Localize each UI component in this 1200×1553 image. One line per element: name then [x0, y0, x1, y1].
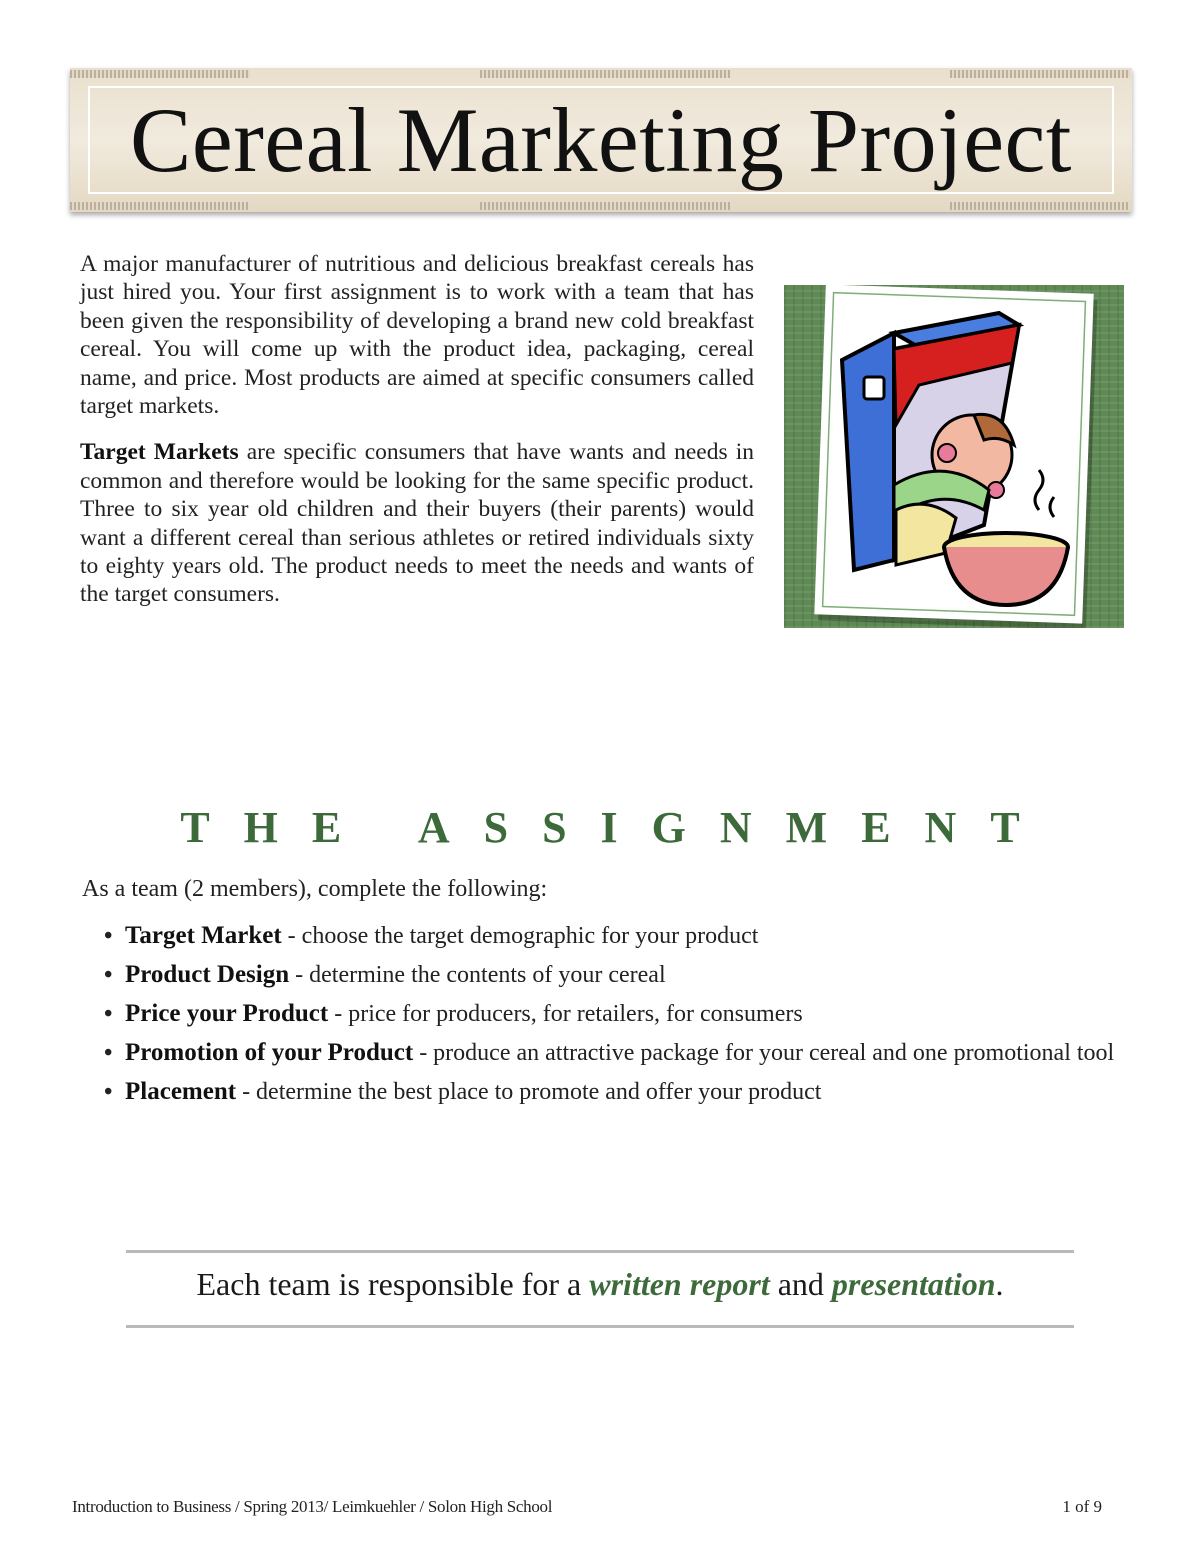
list-item	[104, 1000, 1116, 1028]
task-list	[104, 922, 1116, 1117]
page-number: 1 of 9	[1062, 1497, 1102, 1516]
task-term: Target Market	[125, 922, 282, 949]
task-term: Placement	[125, 1078, 237, 1105]
intro-paragraph: A major manufacturer of nutritious and delicious breakfast cereals has just hired you. Your first assignment is to work with a team that has been given the responsibility of developing a brand new cold breakfast cereal. You will come up with the product idea, packaging, cereal name, and price. Most products are aimed at specific consumers called target markets.	[80, 251, 754, 420]
divider	[126, 1325, 1074, 1328]
target-markets-term: Target Markets	[80, 439, 239, 466]
banner-stripe	[70, 202, 250, 210]
responsibility-prefix: Each team is responsible for a	[196, 1266, 590, 1302]
intro-section	[80, 250, 754, 627]
page-title: Cereal Marketing Project	[130, 89, 1072, 191]
footer-course-info: Introduction to Business / Spring 2013/ Leimkuehler / Solon High School	[72, 1497, 553, 1516]
divider	[126, 1250, 1074, 1253]
bullet: •	[104, 923, 113, 949]
bullet: •	[104, 1001, 113, 1027]
task-term: Price your Product	[125, 1000, 329, 1027]
task-description: - choose the target demographic for your product	[281, 923, 759, 949]
written-report-emphasis: written report	[589, 1266, 770, 1302]
assignment-heading: THE ASSIGNMENT	[180, 803, 1054, 852]
target-markets-definition: are specific consumers that have wants and needs in common and therefore would be looking for the same specific product. Three to six year old children and their buyers (their parents) would want a different cereal than serious athletes or retired individuals sixty to eighty years old. The product needs to meet the needs and wants of the target consumers.	[80, 439, 754, 608]
list-item	[104, 922, 1116, 950]
task-term: Promotion of your Product	[125, 1039, 414, 1066]
task-description: - determine the best place to promote and offer your product	[236, 1079, 822, 1105]
task-description: - price for producers, for retailers, for consumers	[328, 1001, 803, 1027]
list-item	[104, 1078, 1116, 1106]
bullet: •	[104, 1079, 113, 1105]
target-markets-paragraph	[80, 438, 754, 608]
responsibility-statement	[126, 1266, 1074, 1303]
responsibility-suffix: .	[995, 1266, 1004, 1302]
task-description: - produce an attractive package for your cereal and one promotional tool	[413, 1040, 1115, 1066]
title-banner	[70, 68, 1132, 212]
cereal-clipart-icon	[784, 285, 1124, 628]
list-item	[104, 1039, 1116, 1067]
banner-stripe	[950, 70, 1130, 78]
responsibility-middle: and	[769, 1266, 832, 1302]
banner-stripe	[480, 70, 730, 78]
task-description: - determine the contents of your cereal	[289, 962, 666, 988]
presentation-emphasis: presentation	[831, 1266, 996, 1302]
banner-stripe	[480, 202, 730, 210]
banner-stripe	[950, 202, 1130, 210]
bullet: •	[104, 962, 113, 988]
bullet: •	[104, 1040, 113, 1066]
task-term: Product Design	[125, 961, 290, 988]
assignment-intro: As a team (2 members), complete the following:	[82, 876, 548, 902]
list-item	[104, 961, 1116, 989]
banner-stripe	[70, 70, 250, 78]
cereal-box-illustration	[784, 285, 1124, 628]
